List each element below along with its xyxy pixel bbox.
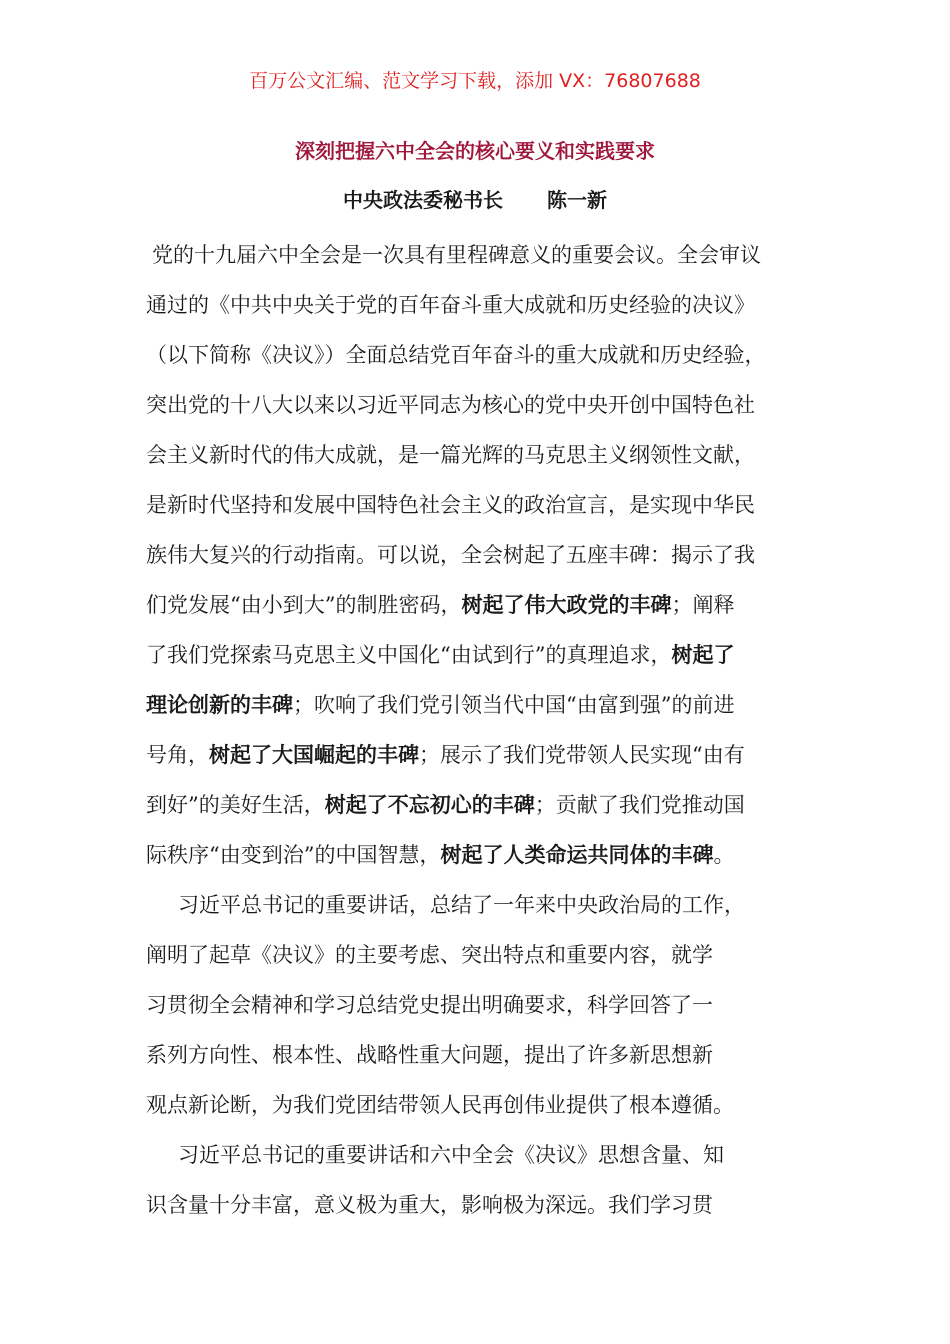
bold-phrase: 理论创新的丰碑: [146, 692, 293, 717]
author-position: 中央政法委秘书长: [343, 188, 503, 212]
text-line: [146, 580, 806, 630]
text-line: [146, 780, 806, 830]
text-run: ；吹响了我们党引领当代中国“由富到强”的前进: [293, 693, 735, 717]
bold-phrase: 树起了伟大政党的丰碑: [461, 592, 672, 617]
bold-phrase: 树起了人类命运共同体的丰碑: [440, 842, 714, 867]
text-line: 是新时代坚持和发展中国特色社会主义的政治宣言，是实现中华民: [146, 493, 755, 517]
watermark-header: 百万公文汇编、范文学习下载，添加 VX：76807688: [249, 70, 701, 92]
author-name: 陈一新: [547, 188, 607, 212]
text-line: [146, 830, 806, 880]
text-line: 突出党的十八大以来以习近平同志为核心的党中央开创中国特色社: [146, 393, 755, 417]
text-run: 际秩序“由变到治”的中国智慧，: [146, 843, 441, 867]
text-line: （以下简称《决议》）全面总结党百年奋斗的重大成就和历史经验，: [146, 343, 766, 367]
paragraph-2: [146, 880, 806, 1130]
bold-phrase: 树起了大国崛起的丰碑: [209, 742, 419, 767]
text-line: 习贯彻全会精神和学习总结党史提出明确要求，科学回答了一: [146, 993, 713, 1017]
text-line: 阐明了起草《决议》的主要考虑、突出特点和重要内容，就学: [146, 943, 713, 967]
author-line: [0, 185, 950, 215]
text-line: 识含量十分丰富，意义极为重大，影响极为深远。我们学习贯: [146, 1193, 713, 1217]
text-run: 们党发展“由小到大”的制胜密码，: [146, 593, 462, 617]
paragraph-1: [146, 230, 806, 880]
text-line: [146, 630, 806, 680]
text-run: ；展示了我们党带领人民实现“由有: [419, 743, 745, 767]
text-line: 系列方向性、根本性、战略性重大问题，提出了许多新思想新: [146, 1043, 713, 1067]
text-line: [146, 680, 806, 730]
text-line: 会主义新时代的伟大成就，是一篇光辉的马克思主义纲领性文献，: [146, 443, 755, 467]
paragraph-3: [146, 1130, 806, 1230]
text-run: 。: [713, 843, 735, 867]
text-line: [146, 730, 806, 780]
text-line: 观点新论断，为我们党团结带领人民再创伟业提供了根本遵循。: [146, 1093, 734, 1117]
text-line: 习近平总书记的重要讲话和六中全会《决议》思想含量、知: [178, 1143, 724, 1167]
bold-phrase: 树起了: [671, 642, 735, 667]
article-body: [146, 230, 806, 1230]
text-run: 号角，: [146, 743, 209, 767]
text-line: 习近平总书记的重要讲话，总结了一年来中央政治局的工作，: [178, 893, 745, 917]
text-run: ；阐释: [671, 593, 735, 617]
text-run: ；贡献了我们党推动国: [534, 793, 745, 817]
text-run: 了我们党探索马克思主义中国化“由试到行”的真理追求，: [146, 643, 672, 667]
bold-phrase: 树起了不忘初心的丰碑: [324, 792, 535, 817]
text-run: 到好”的美好生活，: [146, 793, 325, 817]
document-title: 深刻把握六中全会的核心要义和实践要求: [295, 139, 655, 163]
text-line: 族伟大复兴的行动指南。可以说，全会树起了五座丰碑：揭示了我: [146, 543, 755, 567]
text-line: 党的十九届六中全会是一次具有里程碑意义的重要会议。全会审议: [152, 243, 761, 267]
text-line: 通过的《中共中央关于党的百年奋斗重大成就和历史经验的决议》: [146, 293, 755, 317]
